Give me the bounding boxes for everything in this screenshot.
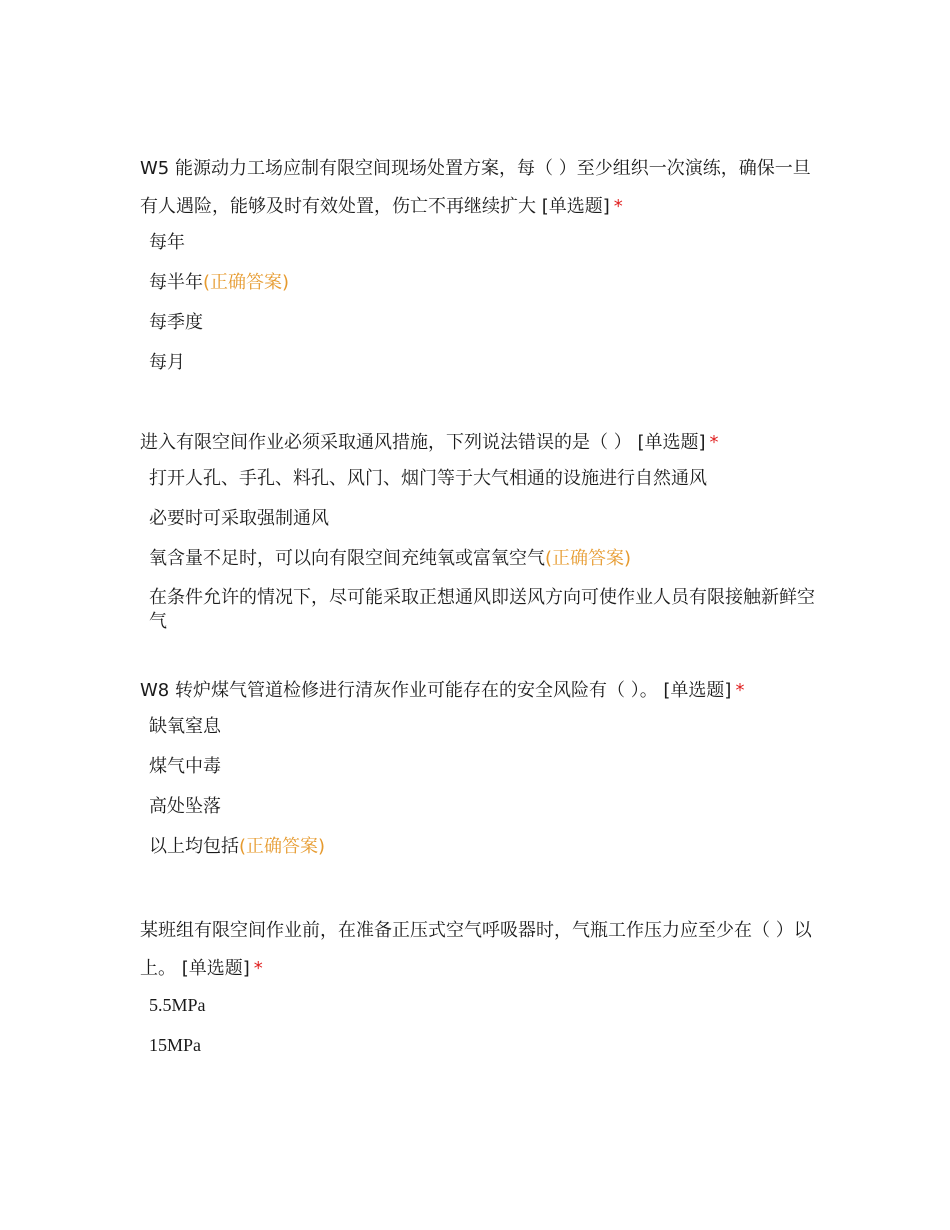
option-label: 必要时可采取强制通风 xyxy=(149,508,329,529)
option-label: 缺氧窒息 xyxy=(149,716,221,737)
question-2 xyxy=(140,424,815,638)
question-2-options xyxy=(149,466,815,638)
option-item[interactable] xyxy=(149,466,815,506)
question-title-text: 进入有限空间作业必须采取通风措施，下列说法错误的是（ ） [单选题] xyxy=(140,432,706,453)
question-title-text: W5 能源动力工场应制有限空间现场处置方案，每（ ）至少组织一次演练，确保一旦有人遇险，能够及时有效处置，伤亡不再继续扩大 [单选题] xyxy=(140,158,811,217)
option-label: 每半年 xyxy=(149,272,203,293)
option-label: 每年 xyxy=(149,232,185,253)
question-1-options xyxy=(149,230,815,390)
option-item[interactable] xyxy=(149,834,815,874)
option-label: 在条件允许的情况下，尽可能采取正想通风即送风方向可使作业人员有限接触新鲜空气 xyxy=(149,587,815,632)
question-3 xyxy=(140,672,815,874)
question-3-title xyxy=(140,672,815,710)
option-item[interactable] xyxy=(149,270,815,310)
required-mark: * xyxy=(253,958,263,979)
option-item[interactable] xyxy=(149,350,815,390)
option-item[interactable] xyxy=(149,992,815,1032)
correct-answer-tag: (正确答案) xyxy=(239,836,326,857)
correct-answer-tag: (正确答案) xyxy=(203,272,290,293)
question-1-title xyxy=(140,150,815,226)
option-item[interactable] xyxy=(149,586,815,638)
option-label: 打开人孔、手孔、料孔、风门、烟门等于大气相通的设施进行自然通风 xyxy=(149,468,707,489)
required-mark: * xyxy=(709,432,719,453)
required-mark: * xyxy=(613,196,623,217)
option-item[interactable] xyxy=(149,546,815,586)
option-label: 每季度 xyxy=(149,312,203,333)
option-item[interactable] xyxy=(149,310,815,350)
question-4 xyxy=(140,912,815,1072)
correct-answer-tag: (正确答案) xyxy=(545,548,632,569)
question-2-title xyxy=(140,424,815,462)
option-item[interactable] xyxy=(149,230,815,270)
option-item[interactable] xyxy=(149,754,815,794)
question-title-text: W8 转炉煤气管道检修进行清灰作业可能存在的安全风险有（ ）。 [单选题] xyxy=(140,680,732,701)
question-4-options xyxy=(149,992,815,1072)
question-4-title xyxy=(140,912,815,988)
option-label: 高处坠落 xyxy=(149,796,221,817)
option-label: 氧含量不足时，可以向有限空间充纯氧或富氧空气 xyxy=(149,548,545,569)
option-item[interactable] xyxy=(149,714,815,754)
option-item[interactable] xyxy=(149,794,815,834)
option-label: 每月 xyxy=(149,352,185,373)
question-1 xyxy=(140,150,815,390)
option-item[interactable] xyxy=(149,1032,815,1072)
option-label: 煤气中毒 xyxy=(149,756,221,777)
option-label: 5.5MPa xyxy=(149,995,206,1015)
option-label: 以上均包括 xyxy=(149,836,239,857)
option-item[interactable] xyxy=(149,506,815,546)
question-title-text: 某班组有限空间作业前，在准备正压式空气呼吸器时，气瓶工作压力应至少在（ ）以上。 [单选题] xyxy=(140,920,812,979)
question-3-options xyxy=(149,714,815,874)
required-mark: * xyxy=(735,680,745,701)
survey-page xyxy=(140,150,815,1072)
option-label: 15MPa xyxy=(149,1035,202,1055)
